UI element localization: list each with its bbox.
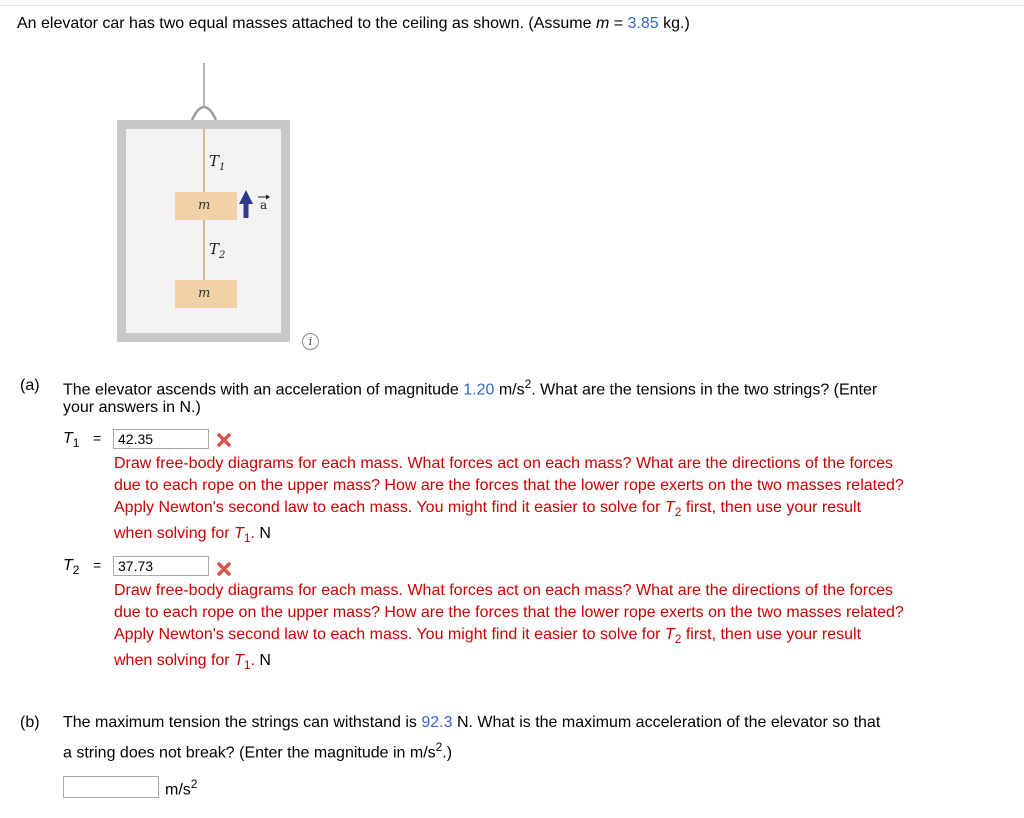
t1-incorrect-icon bbox=[216, 432, 232, 448]
t2-hint-line2: due to each rope on the upper mass? How are the forces that the lower rope exerts on the two masses related? bbox=[114, 604, 904, 621]
t1-hint-line2: due to each rope on the upper mass? How are the forces that the lower rope exerts on the two masses related? bbox=[114, 477, 904, 494]
hook bbox=[192, 107, 216, 120]
t2-answer-label: $T_2$ bbox=[63, 557, 80, 578]
t2-figure-label: $T_2$ bbox=[209, 240, 226, 261]
t2-unit: N bbox=[254, 652, 271, 669]
mass-value: 3.85 bbox=[627, 15, 659, 32]
lower-mass-label: m bbox=[198, 286, 211, 301]
part-b-question-line2: a string does not break? (Enter the magnitude in $m/s^2$.) bbox=[63, 740, 453, 762]
t1-hint-line3: Apply Newton's second law to each mass. You might find it easier to solve for $T_2$ first, then use your result bbox=[114, 499, 862, 520]
problem-intro bbox=[17, 15, 690, 33]
part-a-question-line2: your answers in N.) bbox=[63, 399, 201, 416]
part-b-label: (b) bbox=[20, 714, 40, 731]
part-b-answer-input[interactable] bbox=[63, 776, 159, 798]
t1-answer-label: $T_1$ bbox=[63, 430, 80, 451]
t1-equals: = bbox=[93, 430, 102, 446]
intro-text: An elevator car has two equal masses attached to the ceiling as shown. (Assume bbox=[17, 15, 596, 32]
t2-hint-line3: Apply Newton's second law to each mass. You might find it easier to solve for $T_2$ first, then use your result bbox=[114, 626, 862, 647]
intro-suffix: kg.) bbox=[658, 15, 690, 32]
t1-hint-line4: when solving for $T_1$. N bbox=[114, 525, 271, 546]
part-b-question: The maximum tension the strings can withstand is 92.3 N. What is the maximum acceleration of the elevator so that bbox=[63, 714, 881, 731]
t1-input[interactable]: 42.35 bbox=[113, 429, 209, 449]
accel-value: 1.20 bbox=[463, 381, 495, 399]
part-b-unit: $m/s^2$ bbox=[165, 777, 198, 799]
t2-equals: = bbox=[93, 557, 102, 573]
t2-hint-line1: Draw free-body diagrams for each mass. What forces act on each mass? What are the directions of the forces bbox=[114, 582, 894, 599]
t2-incorrect-icon bbox=[216, 561, 232, 577]
intro-eq: = bbox=[609, 15, 628, 32]
intro-mass-var: m bbox=[595, 15, 610, 32]
max-tension-value: 92.3 bbox=[421, 714, 453, 731]
t1-figure-label: $T_1$ bbox=[209, 152, 226, 173]
t2-hint-line4: when solving for $T_1$. N bbox=[114, 652, 271, 673]
part-a-question: The elevator ascends with an acceleration of magnitude 1.20 $m/s^2$. What are the tensions in the two strings? (Enter bbox=[63, 377, 878, 399]
info-icon[interactable]: i bbox=[302, 333, 319, 350]
t1-unit: N bbox=[254, 525, 271, 542]
elevator-figure bbox=[110, 58, 300, 358]
t2-input[interactable]: 37.73 bbox=[113, 556, 209, 576]
top-divider bbox=[0, 5, 1024, 6]
part-a-label: (a) bbox=[20, 377, 40, 394]
accel-label: a bbox=[260, 198, 268, 212]
upper-mass-label: m bbox=[198, 198, 211, 213]
t1-hint-line1: Draw free-body diagrams for each mass. What forces act on each mass? What are the directions of the forces bbox=[114, 455, 894, 472]
